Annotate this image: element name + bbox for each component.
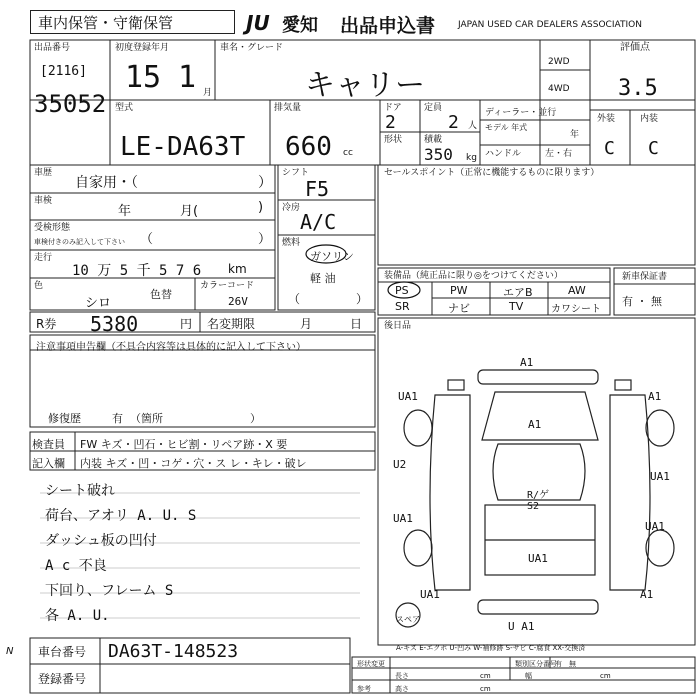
model-value: LE-DA63T: [120, 132, 246, 162]
mark-cab: UA1: [528, 552, 548, 565]
repair-close: ）: [250, 412, 261, 425]
mark-left-low: UA1: [393, 512, 413, 525]
model-year-label: モデル 年式: [485, 123, 528, 132]
storage-label: 車内保管・守衛保管: [38, 14, 174, 32]
fuel-gasoline: ガソリン: [310, 250, 354, 263]
exterior-value: C: [604, 138, 615, 159]
category-options: 有 無: [555, 660, 576, 668]
mark-right-mid: UA1: [650, 470, 670, 483]
doc-title: 出品申込書: [340, 15, 436, 37]
logo-region: 愛知: [282, 15, 318, 36]
equip-navi: ナビ: [448, 302, 470, 315]
mark-roof: R/ゲ S2: [527, 490, 550, 512]
registration-label: 初度登録年月: [115, 43, 170, 53]
color-label: 色: [34, 281, 44, 291]
damage-legend: A-キズ E-エクボ U-凹み W-補修跡 S-サビ C-腐食 XX-交換済: [396, 644, 586, 652]
acceptance-label: 受検形態: [34, 223, 71, 233]
history-value: 自家用・（: [75, 175, 138, 191]
fuel-label: 燃料: [282, 238, 301, 248]
inspection-close: ): [258, 200, 264, 215]
equip-sr: SR: [395, 300, 410, 313]
association-name: JAPAN USED CAR DEALERS ASSOCIATION: [458, 20, 642, 30]
color-value: シロ: [85, 296, 112, 311]
handwritten-note-2: 荷台、アオリ A. U. S: [45, 508, 197, 524]
inspector-label: 検査員: [32, 438, 65, 451]
handwritten-note-1: シート破れ: [45, 483, 115, 499]
shape-change-label: 形状変更: [357, 660, 385, 668]
history-close: ）: [258, 175, 272, 191]
shift-label: シフト: [282, 168, 310, 178]
load-value: 350: [424, 145, 453, 164]
category-number-label: 類別区分番号: [515, 660, 557, 668]
fuel-close: ）: [356, 292, 369, 306]
recycle-label: R券: [36, 317, 57, 331]
displacement-label: 排気量: [274, 103, 302, 113]
repair-label: 修復歴: [48, 412, 81, 425]
name-change-label: 名変期限: [207, 317, 256, 331]
ju-logo: JU: [246, 11, 270, 35]
drive-4wd: 4WD: [548, 84, 570, 94]
recycle-value: 5380: [90, 312, 139, 336]
car-name-label: 車名・グレード: [220, 43, 284, 53]
inspection-month: 月(: [180, 204, 199, 219]
handwritten-note-6: 各 A. U.: [45, 608, 110, 624]
sales-point-label: セールスポイント（正常に機能するものに限ります）: [384, 168, 600, 178]
color-code-label: カラーコード: [200, 281, 255, 291]
handle-label: ハンドル: [485, 149, 522, 159]
inspector-row-1: FW キズ・凹石・ヒビ割・リペア跡・X 要: [80, 438, 288, 451]
width-label: 幅: [525, 672, 532, 680]
mark-top: A1: [520, 356, 534, 369]
length-label: 長さ: [395, 672, 409, 680]
rear-items-label: 後日品: [384, 321, 412, 331]
acceptance-open: （: [140, 232, 154, 247]
name-change-day: 日: [350, 317, 363, 331]
acceptance-note: 車検付きのみ記入して下さい: [34, 238, 125, 246]
length-unit: cm: [480, 672, 491, 680]
registration-no-label: 登録番号: [38, 672, 87, 686]
registration-year: 15: [125, 60, 162, 95]
repair-value: 有: [112, 412, 123, 425]
handwritten-note-5: 下回り、フレーム S: [45, 583, 174, 599]
spare-label: スペア: [396, 615, 420, 624]
displacement-unit: cc: [343, 148, 353, 158]
lot-number: 35052: [34, 90, 107, 118]
car-name-value: キャリー: [305, 68, 425, 103]
corner-mark: N: [6, 646, 14, 657]
cooling-label: 冷房: [282, 203, 301, 213]
inspection-year: 年: [118, 204, 132, 219]
equip-aw: AW: [568, 284, 586, 297]
registration-month-unit: 月: [203, 88, 213, 98]
warranty-options: 有 ・ 無: [622, 295, 662, 308]
doors-label: ドア: [384, 103, 402, 113]
mark-left-top: UA1: [398, 390, 418, 403]
interior-value: C: [648, 138, 659, 159]
name-change-month: 月: [300, 317, 313, 331]
drive-2wd: 2WD: [548, 57, 570, 67]
cooling-value: A/C: [300, 210, 337, 234]
equip-pw: PW: [450, 284, 468, 297]
model-year-unit: 年: [570, 130, 580, 140]
mark-front: A1: [528, 418, 542, 431]
displacement-value: 660: [285, 132, 332, 162]
height-label: 高さ: [395, 685, 409, 693]
repaint-label: 色替: [150, 288, 172, 301]
warranty-label: 新車保証書: [622, 272, 668, 282]
exterior-label: 外装: [597, 114, 616, 124]
interior-label: 内装: [640, 114, 659, 124]
mark-right-top: A1: [648, 390, 662, 403]
reference-label: 参考: [357, 685, 371, 693]
handle-options: 左・右: [545, 149, 573, 159]
lot-label: 出品番号: [34, 43, 71, 53]
equip-ps: PS: [395, 284, 409, 297]
fuel-open: （: [288, 292, 301, 306]
inspector-row-2: 内装 キズ・凹・コゲ・穴・ス レ・キレ・破レ: [80, 457, 307, 470]
chassis-value: DA63T-148523: [108, 641, 239, 662]
mileage-value: 10 万 5 千 5 7 6: [72, 263, 202, 279]
chassis-label: 車台番号: [38, 645, 87, 659]
mileage-unit: km: [228, 262, 247, 276]
capacity-unit: 人: [468, 121, 478, 131]
equipment-label: 装備品（純正品に限り◎をつけてください）: [384, 271, 563, 281]
load-label: 積載: [424, 135, 443, 145]
repair-paren: （箇所: [130, 412, 163, 425]
mark-bottom: U A1: [508, 620, 535, 633]
mark-rear-left: UA1: [420, 588, 440, 601]
handwritten-note-4: A c 不良: [45, 558, 107, 574]
notes-label: 注意事項申告欄（不具合内容等は具体的に記入して下さい）: [36, 342, 306, 353]
lot-bracket-number: [2116]: [40, 64, 87, 79]
inspector-label-2: 記入欄: [32, 457, 65, 470]
shift-value: F5: [305, 177, 330, 201]
score-value: 3.5: [618, 76, 658, 101]
score-label: 評価点: [620, 42, 650, 53]
acceptance-close: ）: [258, 232, 272, 247]
recycle-unit: 円: [180, 317, 193, 331]
mark-right-low: UA1: [645, 520, 665, 533]
history-label: 車歴: [34, 168, 53, 178]
color-code-value: 26V: [228, 295, 248, 308]
width-unit: cm: [600, 672, 611, 680]
handwritten-note-3: ダッシュ板の凹付: [45, 533, 157, 549]
mark-left-mid: U2: [393, 458, 407, 471]
inspection-label: 車検: [34, 196, 53, 206]
model-label: 型式: [115, 103, 134, 113]
registration-month: 1: [178, 60, 197, 95]
load-unit: kg: [466, 153, 477, 163]
equip-airbag: エアB: [503, 286, 533, 299]
equip-leather: カワシート: [551, 304, 601, 315]
dealer-label: ディーラー・並行: [485, 108, 557, 118]
doors-value: 2: [385, 112, 396, 133]
capacity-label: 定員: [424, 103, 443, 113]
capacity-value: 2: [448, 112, 459, 133]
mark-rear-right: A1: [640, 588, 654, 601]
mileage-label: 走行: [34, 253, 53, 263]
fuel-diesel: 軽 油: [310, 272, 336, 285]
shape-label: 形状: [384, 135, 403, 145]
height-unit: cm: [480, 685, 491, 693]
equip-tv: TV: [509, 300, 524, 313]
